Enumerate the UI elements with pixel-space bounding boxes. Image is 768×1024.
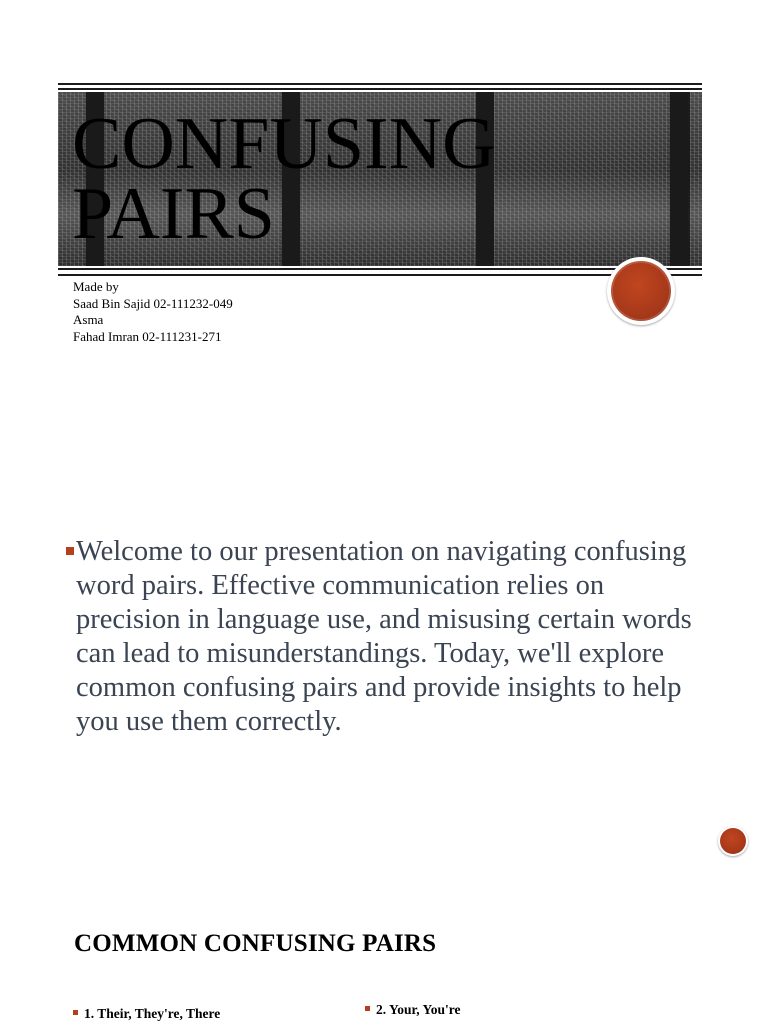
author-line: Made by	[73, 279, 119, 294]
pair-label: 2. Your, You're	[376, 1002, 461, 1017]
welcome-block	[66, 535, 696, 739]
title-banner	[58, 83, 702, 280]
decorative-circle-icon	[607, 257, 675, 325]
bullet-square-icon	[66, 547, 74, 555]
welcome-paragraph: Welcome to our presentation on navigating confusing word pairs. Effective communication relies on precision in language use, and misusing certain words can lead to misunderstandings. Today, we'll explore common confusing pairs and provide insights to help you use them correctly.	[76, 536, 692, 737]
page-title	[72, 103, 692, 255]
list-item	[365, 1002, 461, 1018]
authors-block	[73, 279, 233, 345]
author-line: Asma	[73, 312, 104, 327]
list-item	[73, 1006, 220, 1022]
author-line: Fahad Imran 02-111231-271	[73, 328, 222, 344]
circle-fill	[720, 828, 746, 854]
title-line: PAIRS	[72, 173, 275, 255]
banner-rule	[58, 88, 702, 90]
bullet-square-icon	[73, 1010, 78, 1015]
decorative-circle-icon	[718, 826, 748, 856]
author-line: Saad Bin Sajid 02-111232-049	[73, 295, 233, 311]
circle-fill	[611, 261, 671, 321]
bullet-square-icon	[365, 1006, 370, 1011]
pair-label: 1. Their, They're, There	[84, 1006, 221, 1021]
banner-rule	[58, 274, 702, 276]
banner-rule	[58, 268, 702, 270]
title-line: CONFUSING	[72, 103, 496, 185]
banner-rule	[58, 83, 702, 85]
section-heading: COMMON CONFUSING PAIRS	[74, 930, 437, 957]
